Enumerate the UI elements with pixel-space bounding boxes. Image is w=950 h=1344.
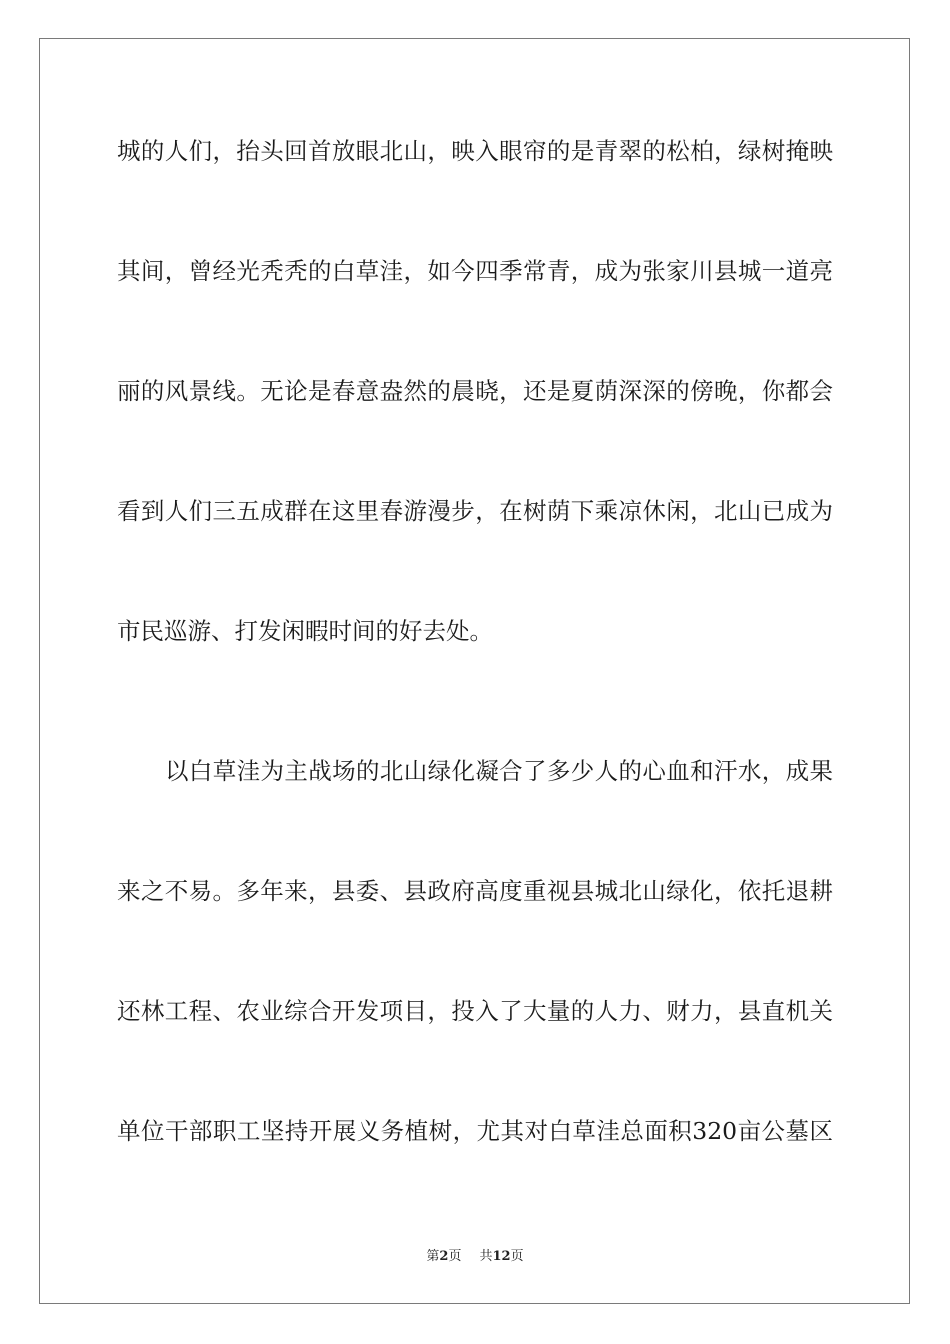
body-text-line: 来之不易。多年来，县委、县政府高度重视县城北山绿化，依托退耕 xyxy=(117,877,833,905)
body-text-line: 丽的风景线。无论是春意盎然的晨晓，还是夏荫深深的傍晚，你都会 xyxy=(117,377,833,405)
body-text-line: 还林工程、农业综合开发项目，投入了大量的人力、财力，县直机关 xyxy=(117,997,833,1025)
body-text-line: 市民巡游、打发闲暇时间的好去处。 xyxy=(117,617,493,645)
body-text-line: 城的人们，抬头回首放眼北山，映入眼帘的是青翠的松柏，绿树掩映 xyxy=(117,137,833,165)
total-pages: 12 xyxy=(492,1249,511,1264)
page-prefix: 第 xyxy=(426,1249,440,1264)
paragraph-first-line: 以白草洼为主战场的北山绿化凝合了多少人的心血和汗水，成果 xyxy=(165,757,833,785)
page-suffix: 页 xyxy=(448,1249,462,1264)
page-border xyxy=(39,38,910,1304)
body-text-line: 其间，曾经光秃秃的白草洼，如今四季常青，成为张家川县城一道亮 xyxy=(117,257,833,285)
total-prefix: 共 xyxy=(479,1249,493,1264)
body-text-line: 单位干部职工坚持开展义务植树，尤其对白草洼总面积320亩公墓区 xyxy=(117,1117,833,1145)
page-number: 2 xyxy=(439,1249,449,1264)
page-footer xyxy=(0,1249,950,1265)
total-suffix: 页 xyxy=(510,1249,524,1264)
body-text-line: 看到人们三五成群在这里春游漫步，在树荫下乘凉休闲，北山已成为 xyxy=(117,497,833,525)
